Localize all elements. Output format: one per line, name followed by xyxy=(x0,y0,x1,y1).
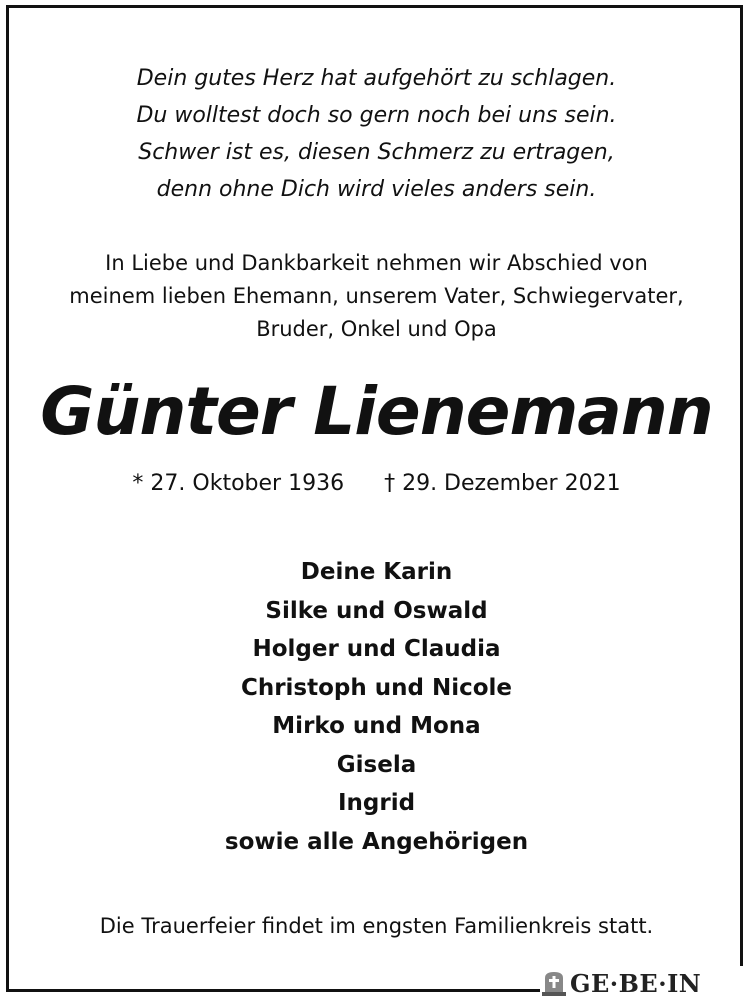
life-dates xyxy=(0,468,753,500)
mourner-name: Silke und Oswald xyxy=(265,597,488,624)
farewell-intro xyxy=(0,247,753,346)
mourners-list xyxy=(0,553,753,861)
intro-line: meinem lieben Ehemann, unserem Vater, Schwiegervater, xyxy=(69,284,684,308)
mourner-name: Mirko und Mona xyxy=(272,713,481,739)
deceased-name: Günter Lienemann xyxy=(40,373,713,450)
intro-line: Bruder, Onkel und Opa xyxy=(256,317,497,341)
birth-date: * 27. Oktober 1936 xyxy=(132,471,345,496)
mourner-name: Holger und Claudia xyxy=(252,636,501,662)
publisher-logo xyxy=(540,966,753,1000)
intro-line: In Liebe und Dankbarkeit nehmen wir Abschied von xyxy=(105,251,648,275)
logo-text: GE·BE·IN xyxy=(570,968,702,998)
mourner-name: Deine Karin xyxy=(300,559,453,585)
mourner-name: Christoph und Nicole xyxy=(240,674,513,701)
gravestone-logo-icon xyxy=(542,970,566,996)
mourner-name: sowie alle Angehörigen xyxy=(224,828,529,855)
funeral-note: Die Trauerfeier findet im engsten Familienkreis statt. xyxy=(99,914,654,938)
mourner-name: Gisela xyxy=(336,751,417,778)
poem-line: Du wolltest doch so gern noch bei uns sein. xyxy=(136,103,617,128)
mourner-name: Ingrid xyxy=(337,790,416,816)
poem-verse xyxy=(0,60,753,208)
death-date: † 29. Dezember 2021 xyxy=(384,471,621,496)
poem-line: Dein gutes Herz hat aufgehört zu schlagen. xyxy=(136,66,617,91)
poem-line: denn ohne Dich wird vieles anders sein. xyxy=(156,177,597,202)
poem-line: Schwer ist es, diesen Schmerz zu ertragen, xyxy=(138,140,615,165)
